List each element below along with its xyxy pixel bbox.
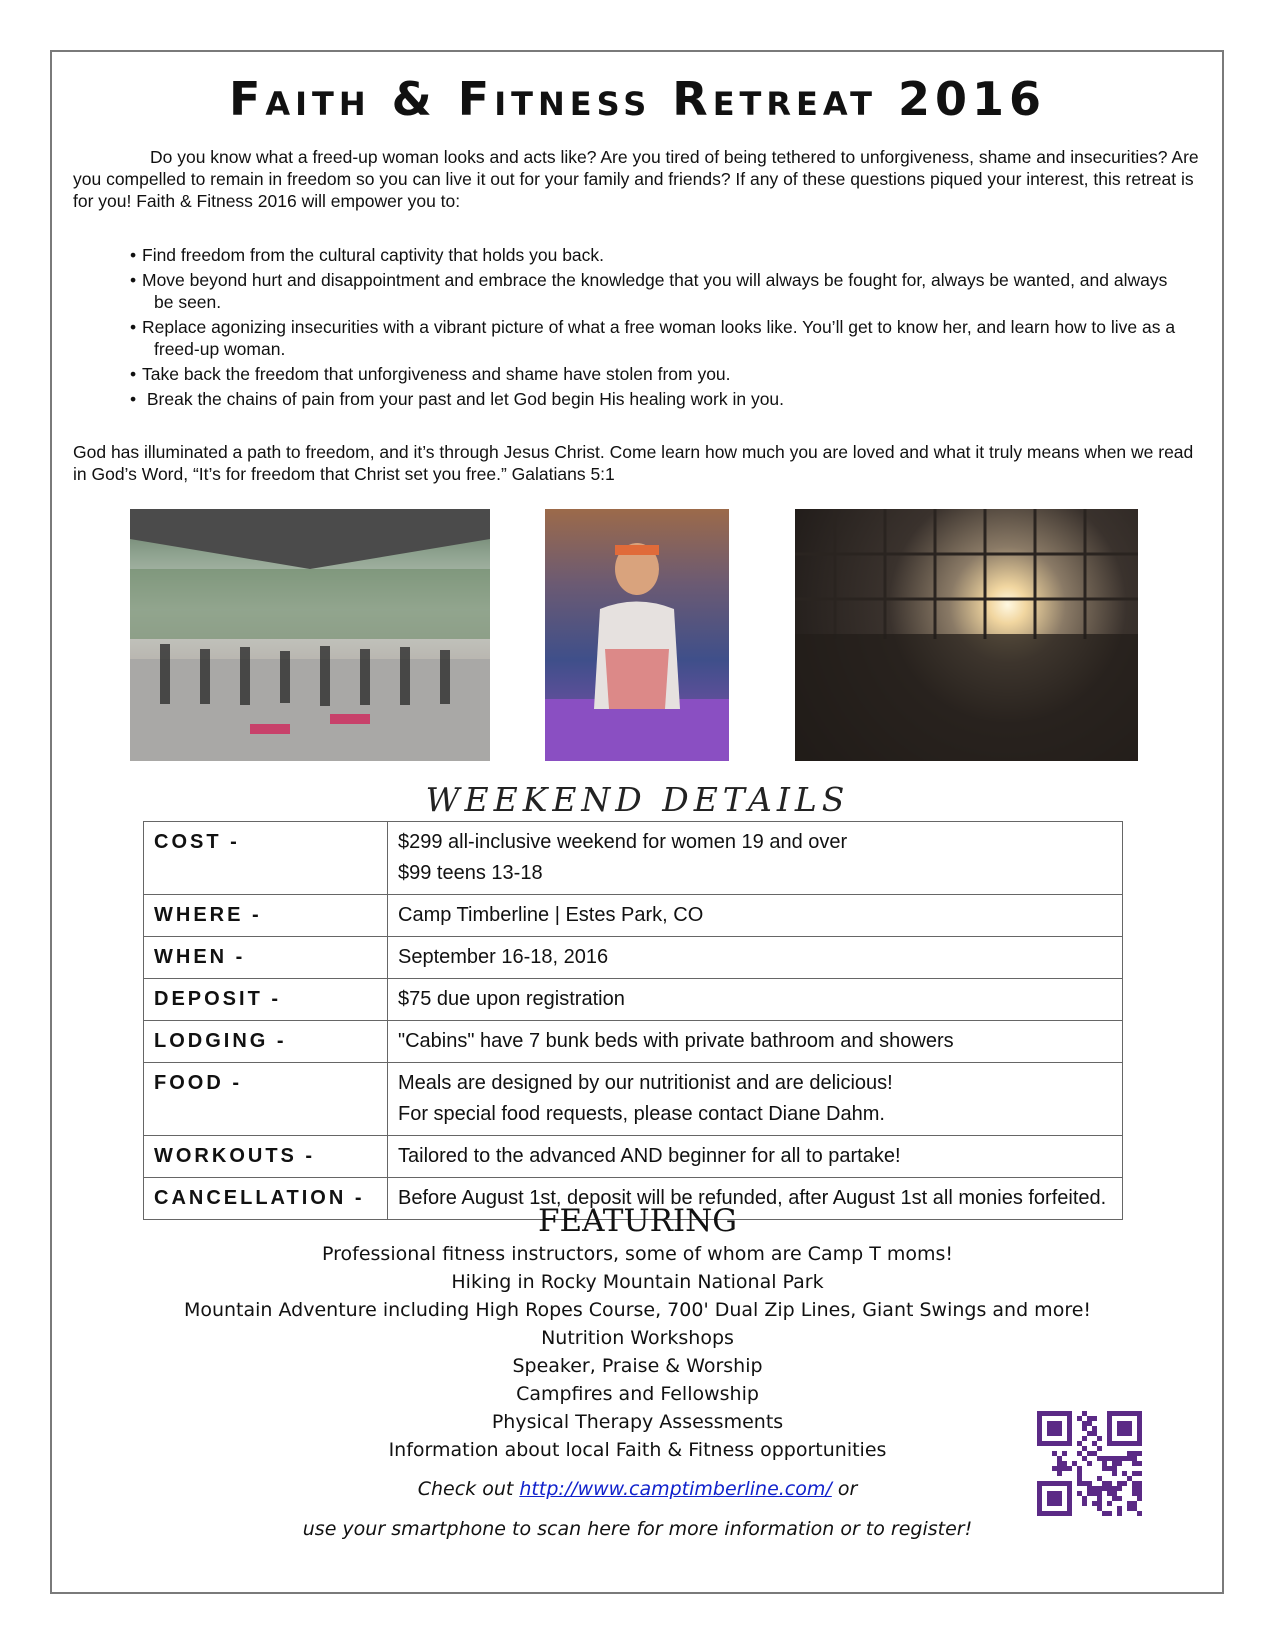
row-label: FOOD - xyxy=(144,1063,388,1136)
row-label: LODGING - xyxy=(144,1021,388,1063)
group-fitness-photo xyxy=(130,509,490,761)
table-row xyxy=(144,1063,1123,1136)
bullet-icon: • xyxy=(130,245,137,265)
row-label: WORKOUTS - xyxy=(144,1136,388,1178)
list-item: • Take back the freedom that unforgiveness and shame have stolen from you. xyxy=(130,364,731,384)
row-value: Tailored to the advanced AND beginner for all to partake! xyxy=(388,1136,1123,1178)
bullet-icon: • xyxy=(130,317,137,337)
intro-text: Do you know what a freed-up woman looks and acts like? Are you tired of being tethered to unforgiveness, shame and insecurities? Are you compelled to remain in freedom so you can live it out for your family and friends? If any of these questions piqued your interest, this retreat is for you! Faith & Fitness 2016 will empower you to: xyxy=(73,147,1199,211)
page-title: Faith & Fitness Retreat 2016 xyxy=(228,72,1047,126)
list-item: Nutrition Workshops xyxy=(541,1327,734,1349)
list-item: Physical Therapy Assessments xyxy=(491,1411,784,1433)
sunlit-yoga-class-photo xyxy=(795,509,1138,761)
row-label: WHEN - xyxy=(144,937,388,979)
list-item: Hiking in Rocky Mountain National Park xyxy=(451,1271,824,1293)
scan-instruction: use your smartphone to scan here for more information or to register! xyxy=(302,1518,973,1540)
table-row xyxy=(144,822,1123,895)
bullet-icon: • xyxy=(130,389,137,409)
row-value: Before August 1st, deposit will be refunded, after August 1st all monies forfeited. xyxy=(388,1178,1123,1220)
row-value: Camp Timberline | Estes Park, CO xyxy=(388,895,1123,937)
list-item: Information about local Faith & Fitness opportunities xyxy=(388,1439,887,1461)
row-value: Meals are designed by our nutritionist and are delicious! For special food requests, please contact Diane Dahm. xyxy=(388,1063,1123,1136)
bullet-icon: • xyxy=(130,270,137,290)
list-item: • Move beyond hurt and disappointment and embrace the knowledge that you will always be fought for, always be wanted, and always be seen. xyxy=(130,270,1168,312)
list-item: Speaker, Praise & Worship xyxy=(512,1355,763,1377)
row-label: CANCELLATION - xyxy=(144,1178,388,1220)
list-item: Professional fitness instructors, some of whom are Camp T moms! xyxy=(322,1243,953,1265)
weekend-details-table xyxy=(143,821,1123,1220)
list-item: Campfires and Fellowship xyxy=(516,1383,759,1405)
yoga-instructor-photo xyxy=(545,509,729,761)
row-value: $299 all-inclusive weekend for women 19 and over $99 teens 13-18 xyxy=(388,822,1123,895)
checkout-line: Check out http://www.camptimberline.com/ or xyxy=(417,1478,858,1500)
list-item: • Replace agonizing insecurities with a vibrant picture of what a free woman looks like. You’ll get to know her, and learn how to live as a freed-up woman. xyxy=(130,317,1176,359)
row-value: "Cabins" have 7 bunk beds with private bathroom and showers xyxy=(388,1021,1123,1063)
row-label: WHERE - xyxy=(144,895,388,937)
closing-paragraph: God has illuminated a path to freedom, and it’s through Jesus Christ. Come learn how much you are loved and what it truly means when we read in God’s Word, “It’s for freedom that Christ set you free.” Galatians 5:1 xyxy=(73,442,1194,484)
featuring-heading: FEATURING xyxy=(537,1203,738,1239)
table-row xyxy=(144,895,1123,937)
table-row xyxy=(144,937,1123,979)
row-value: September 16-18, 2016 xyxy=(388,937,1123,979)
benefits-list xyxy=(130,244,1180,413)
intro-paragraph xyxy=(73,146,1208,212)
table-row xyxy=(144,979,1123,1021)
table-row xyxy=(144,1021,1123,1063)
qr-code[interactable] xyxy=(1037,1411,1142,1516)
list-item: • Find freedom from the cultural captivity that holds you back. xyxy=(130,245,605,265)
list-item: • Break the chains of pain from your past and let God begin His healing work in you. xyxy=(130,389,785,409)
row-label: DEPOSIT - xyxy=(144,979,388,1021)
weekend-details-heading: WEEKEND DETAILS xyxy=(425,780,850,819)
camptimberline-link[interactable]: http://www.camptimberline.com/ xyxy=(519,1478,832,1500)
table-row xyxy=(144,1136,1123,1178)
list-item: Mountain Adventure including High Ropes Course, 700' Dual Zip Lines, Giant Swings and more! xyxy=(183,1299,1092,1321)
bullet-icon: • xyxy=(130,364,137,384)
row-label: COST - xyxy=(144,822,388,895)
row-value: $75 due upon registration xyxy=(388,979,1123,1021)
